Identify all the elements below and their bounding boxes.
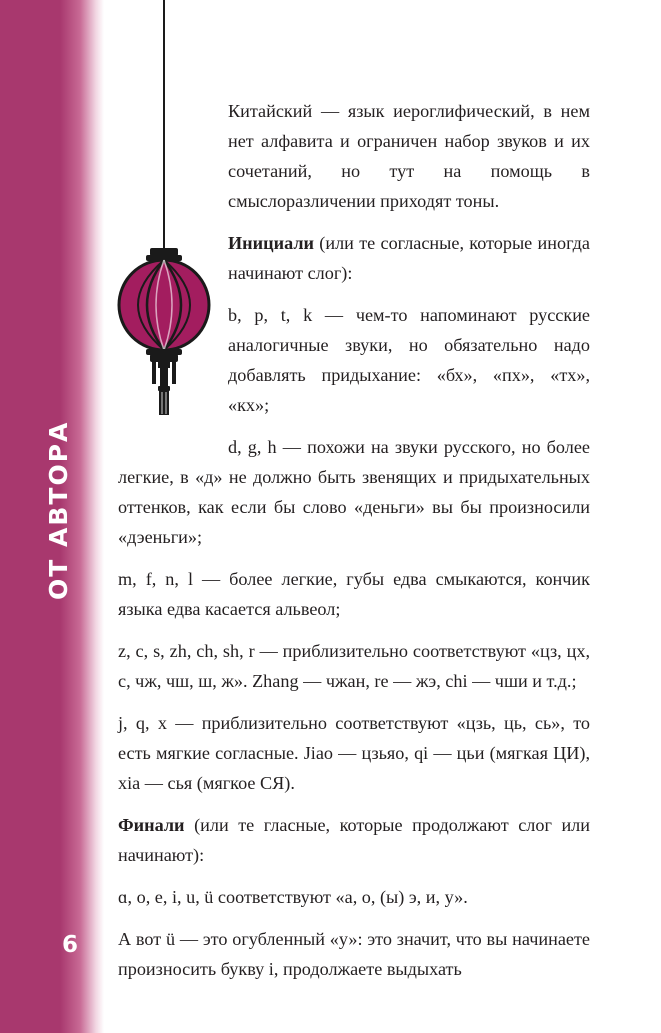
paragraph-dgh: d, g, h — похожи на звуки русского, но более легкие, в «д» не должно быть звенящих и придыхательных оттенков, как если бы слово «деньги» вы бы произносили «дэеньги»;: [118, 437, 590, 547]
page-number: 6: [62, 932, 79, 958]
paragraph-mfnl: m, f, n, l — более легкие, губы едва смыкаются, кончик языка едва касается альвеол;: [118, 569, 590, 619]
paragraph-zcs: z, c, s, zh, ch, sh, r — приблизительно соответствуют «цз, цх, с, чж, чш, ш, ж». Zhang — чжан, re — жэ, chi — чши и т.д.;: [118, 641, 590, 691]
paragraph-u-umlaut: А вот ü — это огубленный «у»: это значит, что вы начинаете произносить букву i, продолжаете выдыхать: [118, 929, 590, 979]
term-initials: Инициали: [228, 233, 314, 253]
finals-description: (или те гласные, которые продолжают слог или начинают):: [118, 815, 590, 865]
paragraph-finals-heading: [118, 810, 590, 870]
paragraph-intro: Китайский — язык иероглифический, в нем нет алфавита и ограничен набор звуков и их сочетаний, но тут на помощь в смыслоразличении приходят тоны.: [228, 101, 590, 211]
term-finals: Финали: [118, 815, 185, 835]
paragraph-vowels: ɑ, o, e, i, u, ü соответствуют «а, о, (ы) э, и, у».: [118, 887, 468, 907]
initials-description: (или те согласные, которые иногда начинают слог):: [228, 233, 590, 283]
paragraph-initials-heading: [118, 228, 590, 288]
main-text: [118, 96, 590, 996]
section-title: ОТ АВТОРА: [44, 420, 73, 600]
paragraph-bptk: b, p, t, k — чем-то напоминают русские аналогичные звуки, но обязательно надо добавлять придыхание: «бх», «пх», «тх», «кх»;: [228, 305, 590, 415]
paragraph-jqx: j, q, x — приблизительно соответствуют «цзь, ць, сь», то есть мягкие согласные. Jiao — цзьяо, qi — цьи (мягкая ЦИ), xia — сья (мягкое СЯ).: [118, 713, 590, 793]
